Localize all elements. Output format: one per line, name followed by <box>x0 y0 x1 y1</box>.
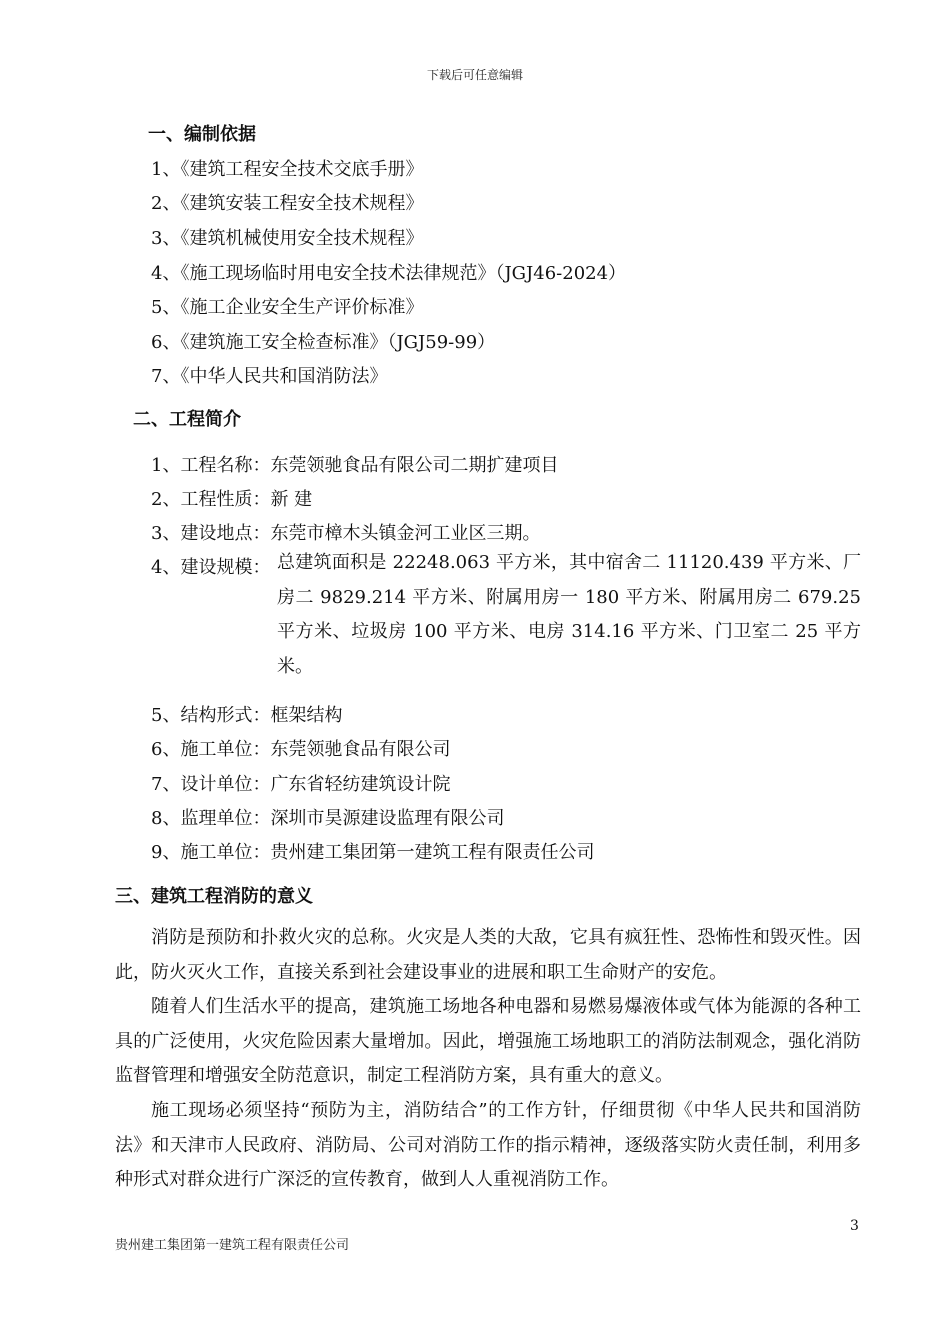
overview-item: 2、工程性质：新 建 <box>151 489 313 510</box>
overview-item: 6、施工单位：东莞领驰食品有限公司 <box>151 739 451 760</box>
significance-body <box>115 921 861 1198</box>
overview-item: 5、结构形式：框架结构 <box>151 705 343 726</box>
overview-item: 8、监理单位：深圳市昊源建设监理有限公司 <box>151 808 505 829</box>
overview-item: 7、设计单位：广东省轻纺建筑设计院 <box>151 774 451 795</box>
basis-item: 4、《施工现场临时用电安全技术法律规范》（JGJ46-2024） <box>151 263 627 284</box>
paragraph: 施工现场必须坚持“预防为主，消防结合”的工作方针，仔细贯彻《中华人民共和国消防法》和天津市人民政府、消防局、公司对消防工作的指示精神，逐级落实防火责任制，利用多种形式对群众进行广深泛的宣传教育，做到人人重视消防工作。 <box>115 1099 861 1191</box>
overview-item: 1、工程名称：东莞领驰食品有限公司二期扩建项目 <box>151 455 559 476</box>
section-title-significance: 三、建筑工程消防的意义 <box>115 886 313 907</box>
overview-item: 3、建设地点：东莞市樟木头镇金河工业区三期。 <box>151 523 541 544</box>
section-title-basis: 一、编制依据 <box>148 124 256 145</box>
page-header: 下载后可任意编辑 <box>426 68 523 82</box>
basis-item: 7、《中华人民共和国消防法》 <box>151 366 388 387</box>
page-number: 3 <box>850 1218 859 1234</box>
basis-item: 3、《建筑机械使用安全技术规程》 <box>151 228 424 249</box>
basis-item: 1、《建筑工程安全技术交底手册》 <box>151 159 424 180</box>
section-title-overview: 二、工程简介 <box>133 409 241 430</box>
page-footer: 贵州建工集团第一建筑工程有限责任公司 <box>115 1238 350 1253</box>
basis-item: 6、《建筑施工安全检查标准》（JGJ59-99） <box>151 332 496 353</box>
basis-item: 2、《建筑安装工程安全技术规程》 <box>151 193 424 214</box>
paragraph: 消防是预防和扑救火灾的总称。火灾是人类的大敌，它具有疯狂性、恐怖性和毁灭性。因此，防火灭火工作，直接关系到社会建设事业的进展和职工生命财产的安危。 <box>115 927 861 983</box>
overview-item: 9、施工单位：贵州建工集团第一建筑工程有限责任公司 <box>151 842 595 863</box>
basis-item: 5、《施工企业安全生产评价标准》 <box>151 297 424 318</box>
overview-item-label: 4、建设规模： <box>151 557 271 578</box>
overview-item-scale-text: 总建筑面积是 22248.063 平方米，其中宿舍二 11120.439 平方米、厂房二 9829.214 平方米、附属用房一 180 平方米、附属用房二 679.25 平方米、垃圾房 100 平方米、电房 314.16 平方米、门卫室二 25 平方米。 <box>277 552 861 677</box>
paragraph: 随着人们生活水平的提高，建筑施工场地各种电器和易燃易爆液体或气体为能源的各种工具的广泛使用，火灾危险因素大量增加。因此，增强施工场地职工的消防法制观念，强化消防监督管理和增强安全防范意识，制定工程消防方案，具有重大的意义。 <box>115 996 861 1087</box>
